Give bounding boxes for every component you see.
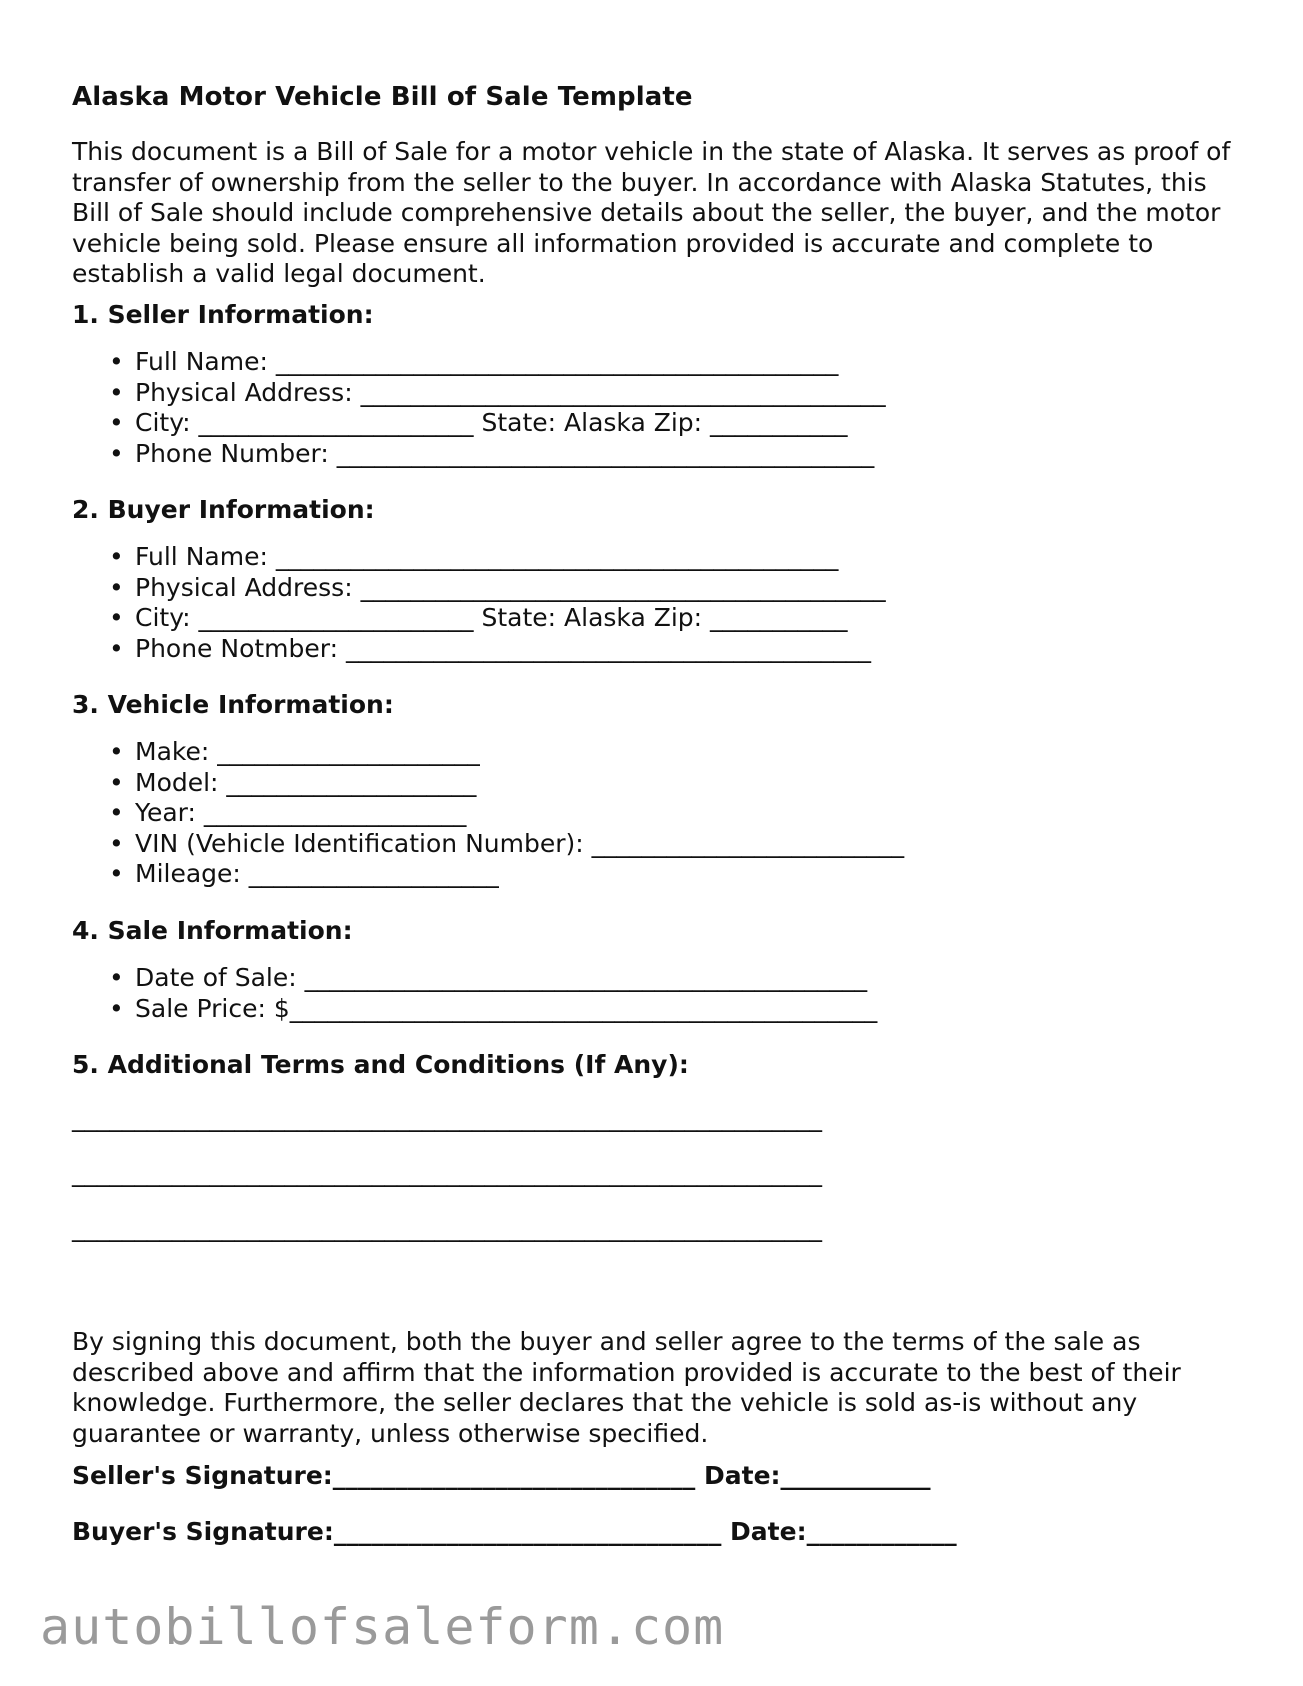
- buyer-section-heading: 2. Buyer Information:: [72, 495, 375, 524]
- vehicle-vin-field[interactable]: • VIN (Vehicle Identification Number): _________________________: [109, 829, 904, 860]
- sale-date-field[interactable]: • Date of Sale: _____________________________________________: [109, 963, 877, 994]
- closing-paragraph: By signing this document, both the buyer and seller agree to the terms of the sale as described above and affirm that the information provided is accurate to the best of their knowledge. Furthermore, the seller declares that the vehicle is sold as-is without any guarantee or warranty, unless otherwise specified.: [72, 1327, 1181, 1448]
- seller-fields-list: [109, 347, 886, 469]
- terms-line[interactable]: ____________________________________________________________: [72, 1213, 822, 1242]
- terms-line[interactable]: ____________________________________________________________: [72, 1103, 822, 1132]
- seller-signature-line[interactable]: Seller's Signature:_____________________________ Date:____________: [72, 1461, 931, 1490]
- buyer-signature-line[interactable]: Buyer's Signature:_______________________________ Date:____________: [72, 1517, 957, 1546]
- seller-phone-field[interactable]: • Phone Number: ___________________________________________: [109, 439, 886, 470]
- vehicle-year-field[interactable]: • Year: _____________________: [109, 798, 904, 829]
- vehicle-make-field[interactable]: • Make: _____________________: [109, 737, 904, 768]
- seller-city-state-zip-field[interactable]: • City: ______________________ State: Alaska Zip: ___________: [109, 408, 886, 439]
- seller-address-field[interactable]: • Physical Address: __________________________________________: [109, 378, 886, 409]
- buyer-address-field[interactable]: • Physical Address: __________________________________________: [109, 573, 886, 604]
- vehicle-section-heading: 3. Vehicle Information:: [72, 690, 394, 719]
- page-title: Alaska Motor Vehicle Bill of Sale Template: [72, 82, 693, 112]
- vehicle-fields-list: [109, 737, 904, 890]
- seller-full-name-field[interactable]: • Full Name: _____________________________________________: [109, 347, 886, 378]
- sale-section-heading: 4. Sale Information:: [72, 916, 353, 945]
- intro-paragraph: This document is a Bill of Sale for a motor vehicle in the state of Alaska. It serves as proof of transfer of ownership from the seller to the buyer. In accordance with Alaska Statutes, this Bill of Sale should include comprehensive details about the seller, the buyer, and the motor vehicle being sold. Please ensure all information provided is accurate and complete to establish a valid legal document.: [72, 137, 1231, 288]
- terms-line[interactable]: ____________________________________________________________: [72, 1158, 822, 1187]
- buyer-city-state-zip-field[interactable]: • City: ______________________ State: Alaska Zip: ___________: [109, 603, 886, 634]
- terms-section-heading: 5. Additional Terms and Conditions (If Any):: [72, 1050, 689, 1079]
- vehicle-mileage-field[interactable]: • Mileage: ____________________: [109, 859, 904, 890]
- watermark-text: autobillofsaleform.com: [40, 1598, 725, 1656]
- vehicle-model-field[interactable]: • Model: ____________________: [109, 768, 904, 799]
- seller-section-heading: 1. Seller Information:: [72, 300, 374, 329]
- sale-price-field[interactable]: • Sale Price: $_______________________________________________: [109, 994, 877, 1025]
- sale-fields-list: [109, 963, 877, 1024]
- buyer-phone-field[interactable]: • Phone Notmber: __________________________________________: [109, 634, 886, 665]
- buyer-fields-list: [109, 542, 886, 664]
- buyer-full-name-field[interactable]: • Full Name: _____________________________________________: [109, 542, 886, 573]
